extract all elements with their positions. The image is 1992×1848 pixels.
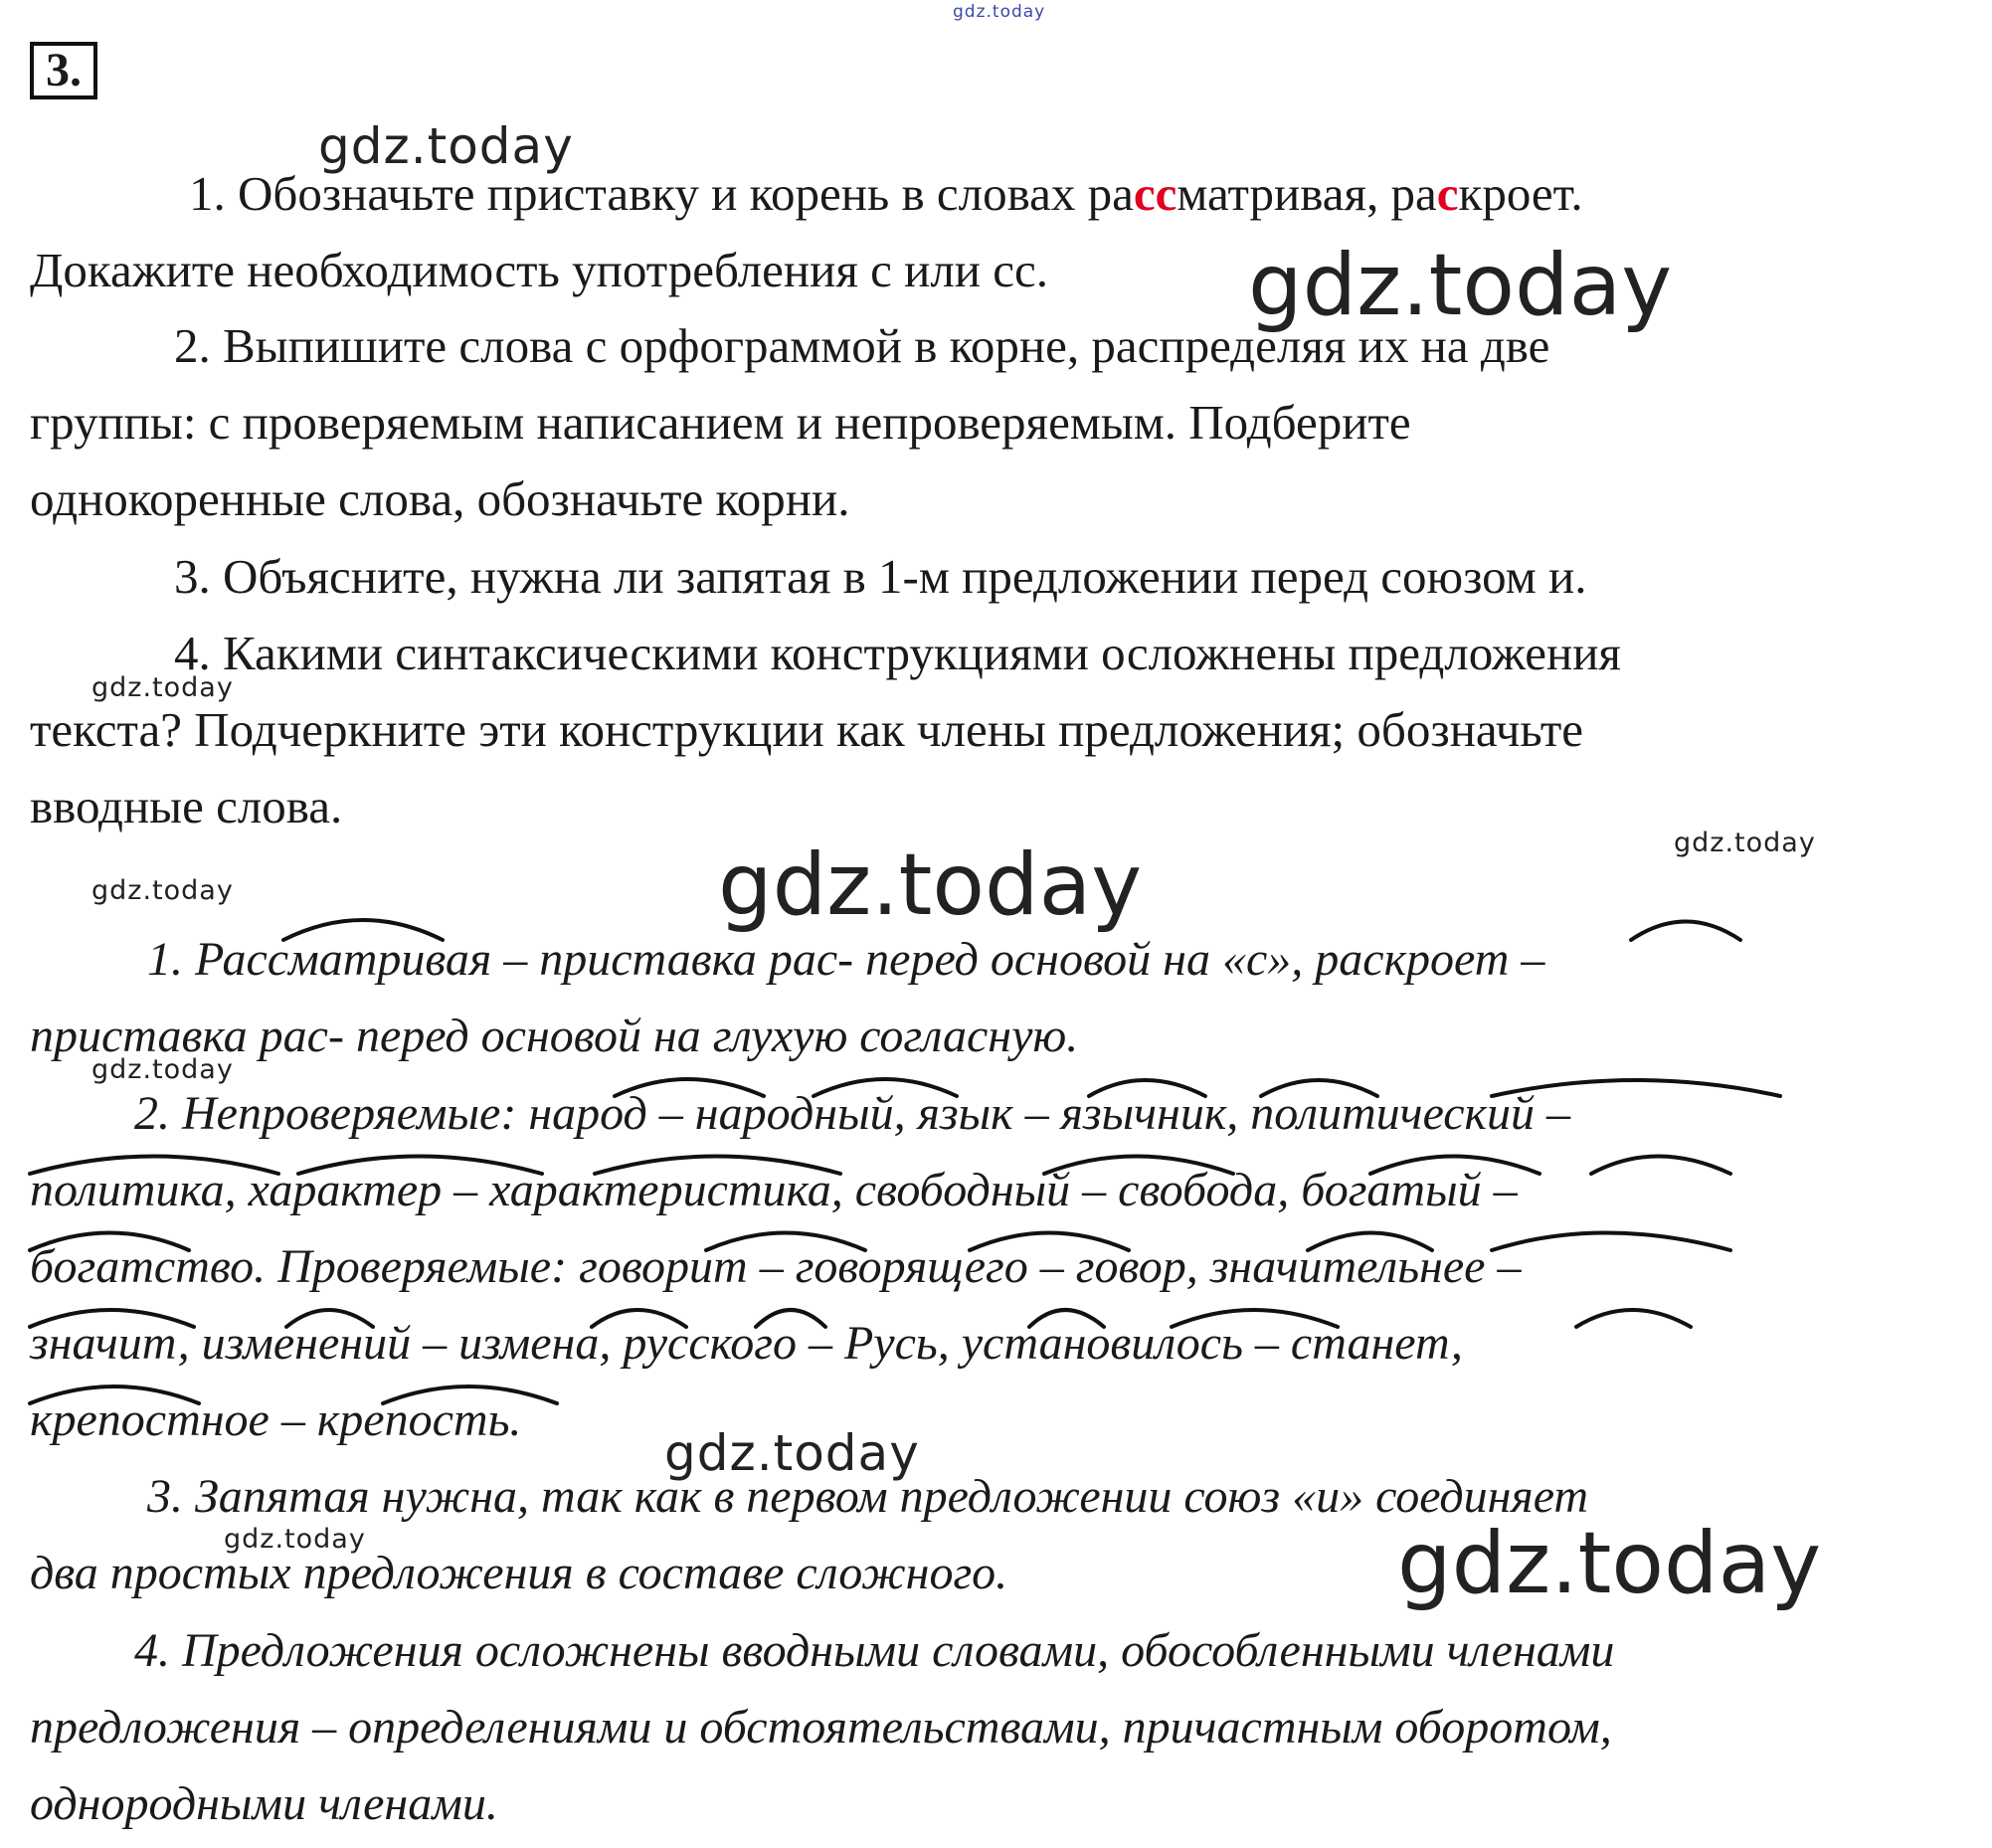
answer-4-line-3: однородными членами.: [30, 1777, 498, 1830]
highlight-double-s: сс: [1133, 166, 1177, 221]
answer-4-line-1: 4. Предложения осложнены вводными словами, обособленными членами: [134, 1624, 1615, 1677]
watermark-9: gdz.today: [224, 1524, 366, 1555]
answer-4-line-2: предложения – определениями и обстоятельствами, причастным оборотом,: [30, 1701, 1612, 1754]
question-2-line-3: однокоренные слова, обозначьте корни.: [30, 471, 850, 526]
watermark-6: gdz.today: [91, 875, 234, 906]
answer-2-line-1: 2. Непроверяемые: народ – народный, язык – язычник, политический –: [134, 1087, 1571, 1140]
watermark-10: gdz.today: [1397, 1514, 1822, 1613]
question-1-suffix: кроет.: [1458, 166, 1583, 221]
question-3-line-1: 3. Объясните, нужна ли запятая в 1-м предложении перед союзом и.: [174, 549, 1587, 604]
question-4-line-2: текста? Подчеркните эти конструкции как члены предложения; обозначьте: [30, 702, 1583, 757]
watermark-4: gdz.today: [1674, 828, 1816, 858]
question-1-line-2: Докажите необходимость употребления с или сс.: [30, 243, 1048, 297]
answer-2-line-4: значит, изменений – измена, русского – Русь, установилось – станет,: [30, 1317, 1463, 1370]
root-arc-stanet: [1576, 1310, 1691, 1327]
answer-2-line-5: крепостное – крепость.: [30, 1393, 522, 1446]
question-4-line-3: вводные слова.: [30, 779, 343, 833]
question-2-line-1: 2. Выпишите слова с орфограммой в корне, распределяя их на две: [174, 318, 1550, 373]
task-number-box: 3.: [30, 42, 97, 99]
watermark-2: gdz.today: [1248, 236, 1673, 335]
highlight-single-s: с: [1436, 166, 1459, 221]
watermark-8: gdz.today: [664, 1424, 920, 1482]
question-4-line-1: 4. Какими синтаксическими конструкциями осложнены предложения: [174, 626, 1621, 680]
watermark-1: gdz.today: [318, 117, 574, 175]
answer-3-line-1: 3. Запятая нужна, так как в первом предложении союз «и» соединяет: [147, 1470, 1589, 1523]
answer-2-line-3: богатство. Проверяемые: говорит – говорящего – говор, значительнее –: [30, 1240, 1522, 1293]
watermark-3: gdz.today: [91, 672, 234, 703]
answer-1-line-2: приставка рас- перед основой на глухую согласную.: [30, 1010, 1079, 1062]
watermark-7: gdz.today: [91, 1054, 234, 1085]
answer-2-line-2: политика, характер – характеристика, свободный – свобода, богатый –: [30, 1164, 1518, 1216]
watermark-top: gdz.today: [953, 2, 1046, 22]
question-1-middle: матривая, ра: [1177, 166, 1437, 221]
answer-1-line-1: 1. Рассматривая – приставка рас- перед основой на «с», раскроет –: [147, 933, 1545, 986]
root-arc-znachitelnee: [1492, 1233, 1730, 1251]
question-2-line-2: группы: с проверяемым написанием и непроверяемым. Подберите: [30, 395, 1411, 450]
root-arc-bogaty: [1591, 1157, 1730, 1175]
answer-3-line-2: два простых предложения в составе сложного.: [30, 1547, 1008, 1599]
root-arc-raskroet: [1631, 922, 1740, 941]
question-1-prefix: 1. Обозначьте приставку и корень в словах ра: [189, 166, 1134, 221]
watermark-5: gdz.today: [718, 835, 1143, 935]
